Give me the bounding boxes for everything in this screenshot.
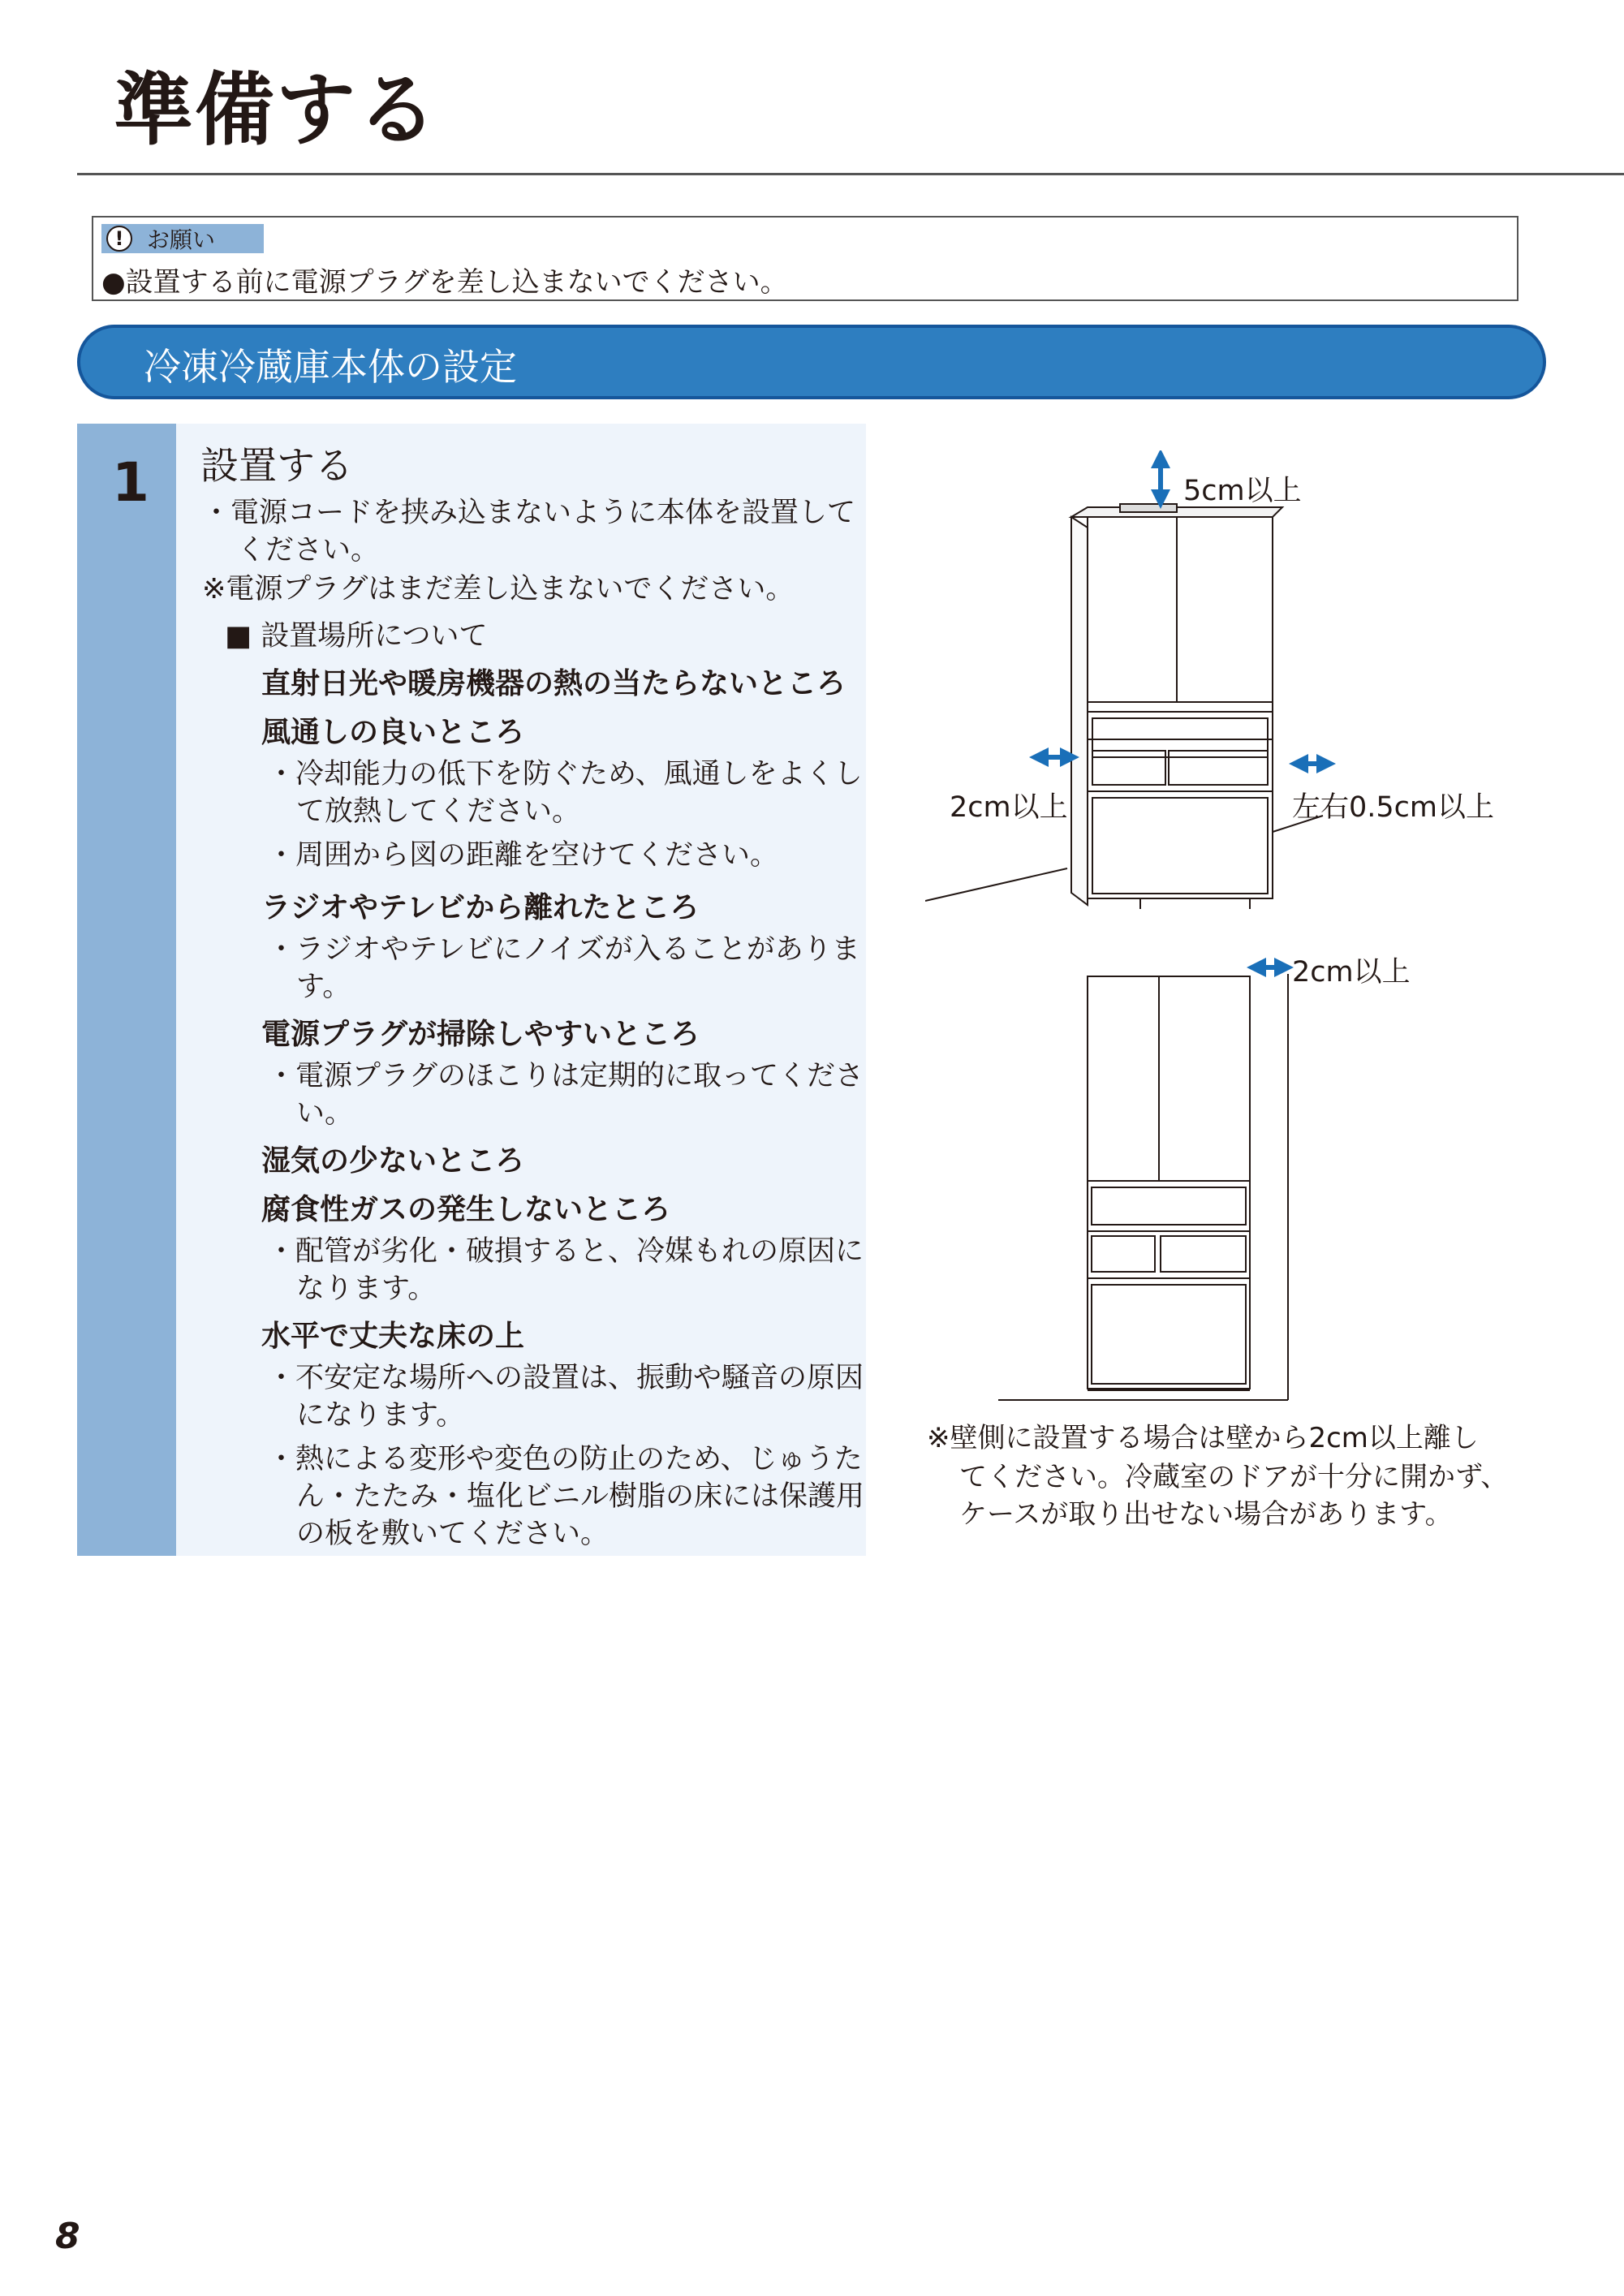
item-line: になります。 <box>296 1399 465 1432</box>
diagram-note-line: ケースが取り出せない場合があります。 <box>959 1498 1453 1531</box>
left-clearance-label: 2cm以上 <box>950 791 1068 824</box>
diagram-note-line: ※壁側に設置する場合は壁から2cm以上離し <box>927 1422 1479 1454</box>
step-number: 1 <box>112 451 149 514</box>
item-line: ・配管が劣化・破損すると、冷媒もれの原因に <box>267 1235 864 1268</box>
top-clearance-label: 5cm以上 <box>1183 475 1302 507</box>
side-clearance-label: 左右0.5cm以上 <box>1292 791 1494 824</box>
item-line: す。 <box>296 971 351 1003</box>
item-line: ・ラジオやテレビにノイズが入ることがありま <box>267 933 860 966</box>
wall-clearance-label: 2cm以上 <box>1292 956 1411 989</box>
item-heading: 湿気の少ないところ <box>261 1144 525 1178</box>
notice-text: ●設置する前に電源プラグを差し込まないでください。 <box>101 266 788 299</box>
item-line: の板を敷いてください。 <box>296 1518 610 1550</box>
page-number: 8 <box>55 2216 80 2257</box>
section-header <box>77 325 1546 399</box>
item-heading: 風通しの良いところ <box>261 716 525 749</box>
item-line: て放熱してください。 <box>296 795 581 828</box>
item-line: ん・たたみ・塩化ビニル樹脂の床には保護用 <box>296 1480 865 1513</box>
item-line: ・電源プラグのほこりは定期的に取ってくださ <box>267 1060 864 1092</box>
installation-diagram <box>925 450 1550 1454</box>
item-heading: 腐食性ガスの発生しないところ <box>261 1193 671 1226</box>
section-title: 冷凍冷蔵庫本体の設定 <box>144 345 517 389</box>
page-title: 準備する <box>114 64 439 157</box>
item-line: なります。 <box>296 1273 437 1305</box>
item-heading: 水平で丈夫な床の上 <box>261 1320 525 1353</box>
fridge-illustration <box>925 450 1550 1441</box>
intro-note: ※電源プラグはまだ差し込まないでください。 <box>202 573 795 605</box>
notice-box <box>92 216 1518 301</box>
perspective-fridge <box>925 504 1323 909</box>
exclamation-icon: ! <box>106 226 132 252</box>
intro-line: ください。 <box>237 534 380 566</box>
item-line: ・熱による変形や変色の防止のため、じゅうた <box>267 1443 863 1475</box>
diagram-note-line: てください。冷蔵室のドアが十分に開かず、 <box>959 1461 1509 1493</box>
step-content <box>176 424 866 1556</box>
item-line: い。 <box>296 1097 354 1130</box>
notice-label: お願い <box>147 226 216 253</box>
notice-tag <box>101 224 264 253</box>
item-line: ・冷却能力の低下を防ぐため、風通しをよくし <box>267 758 863 790</box>
item-line: ・周囲から図の距離を空けてください。 <box>267 839 779 872</box>
intro-line: ・電源コードを挟み込まないように本体を設置して <box>202 497 856 529</box>
step-heading: 設置する <box>200 444 353 489</box>
step-number-column <box>77 424 176 1556</box>
title-divider <box>77 173 1624 175</box>
item-heading: 電源プラグが掃除しやすいところ <box>261 1018 700 1051</box>
subsection-heading: ■ 設置場所について <box>225 620 488 653</box>
front-fridge <box>998 974 1288 1400</box>
item-line: ・不安定な場所への設置は、振動や騒音の原因 <box>267 1362 864 1394</box>
item-heading: 直射日光や暖房機器の熱の当たらないところ <box>261 667 846 700</box>
item-heading: ラジオやテレビから離れたところ <box>261 891 700 924</box>
